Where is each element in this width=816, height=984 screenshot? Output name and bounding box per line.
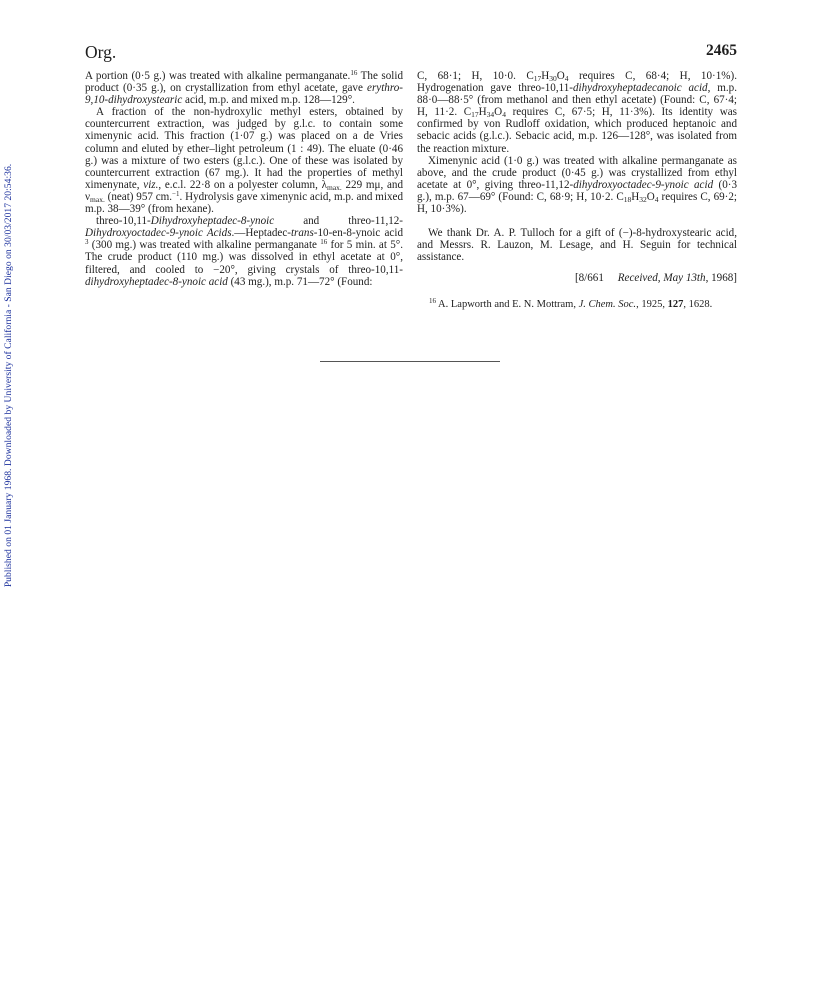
right-column [417,70,737,311]
published-download-notice: Published on 01 January 1968. Downloaded by University of California - San Diego on 30/03/2017 20:54:36. [3,163,15,587]
reference-16: 16 [350,69,358,77]
paragraph-methyl-esters: A fraction of the non-hydroxylic methyl esters, obtained by countercurrent extraction, was judged by g.l.c. to contain some ximenynic acid. This fraction (1·07 g.) was placed on a de Vries column and eluted by ether–light petroleum (1 : 49). The eluate (0·46 g.) was a mixture of two esters (g.l.c.). One of these was isolated by countercurrent extraction (67 mg.). It had the properties of methyl ximenynate, viz., e.c.l. 22·8 on a polyester column, $\lambda_{max.}$ 229 mμ, and $\nu_{max.}$ (neat) 957 cm.$^{-1}$. Hydrolysis gave ximenynic acid, m.p. and mixed m.p. 38—39° (from hexane). [85,106,404,216]
journal-section-header: Org. [85,42,117,62]
reference-3: 3 [85,238,89,247]
paragraph-hydrogenation: C, 68·1; H, 10·0. $C_{17}H_{30}O_4$ requires C, 68·4; H, 10·1%). Hydrogenation gave threo-10,11-dihydroxyheptadecanoic acid, m.p. 88·0—88·5° (from methanol and then ethyl acetate) (Found: C, 67·4; H, 11·2. $C_{17}H_{34}O_4$ requires C, 67·5; H, 11·3%). Its identity was confirmed by von Rudloff oxidation, which produced heptanoic and sebacic acids (g.l.c.). Sebacic acid, m.p. 126—128°, was isolated from the reaction mixture. [417,70,737,155]
reference-16: 16 [320,238,328,247]
paragraph-ximenynic-acid: Ximenynic acid (1·0 g.) was treated with alkaline permanganate as above, and the crude product (0·45 g.) was crystallized from ethyl acetate at 0°, giving threo-11,12-dihydroxyoctadec-9-ynoic acid (0·3 g.), m.p. 67—69° (Found: C, 68·9; H, 10·2. $C_{18}H_{32}O_4$ requires C, 69·2; H, 10·3%). [417,154,738,216]
page-number: 2465 [706,42,737,59]
end-of-article-rule [320,361,500,362]
paragraph-dihydroxy-acids: threo-10,11-Dihydroxyheptadec-8-ynoic and threo-11,12-Dihydroxyoctadec-9-ynoic Acids.—Heptadec-trans-10-en-8-ynoic acid $^3$ (300 mg.) was treated with alkaline permanganate $^{16}$ for 5 min. at 5°. The crude product (110 mg.) was dissolved in ethyl acetate at 0°, filtered, and cooled to −20°, giving crystals of threo-10,11-dihydroxyheptadec-8-ynoic acid (43 mg.), m.p. 71—72° (Found: [85,215,403,288]
paragraph-erythro-acid: A portion (0·5 g.) was treated with alkaline permanganate.$^{16}$ The solid product (0·35 g.), on crystallization from ethyl acetate, gave erythro-9,10-dihydroxystearic acid, m.p. and mixed m.p. 128—129°. [85,69,404,107]
download-watermark [1,140,17,610]
footnote-16: $^{16}$ A. Lapworth and E. N. Mottram, J. Chem. Soc., 1925, 127, 1628. [429,296,713,310]
acknowledgements: We thank Dr. A. P. Tulloch for a gift of (−)-8-hydroxystearic acid, and Messrs. R. Lauzon, M. Lesage, and H. Seguin for technical assistance. [417,227,737,264]
left-column [85,70,403,288]
received-date: [8/661 Received, May 13th, 1968] [574,272,737,285]
